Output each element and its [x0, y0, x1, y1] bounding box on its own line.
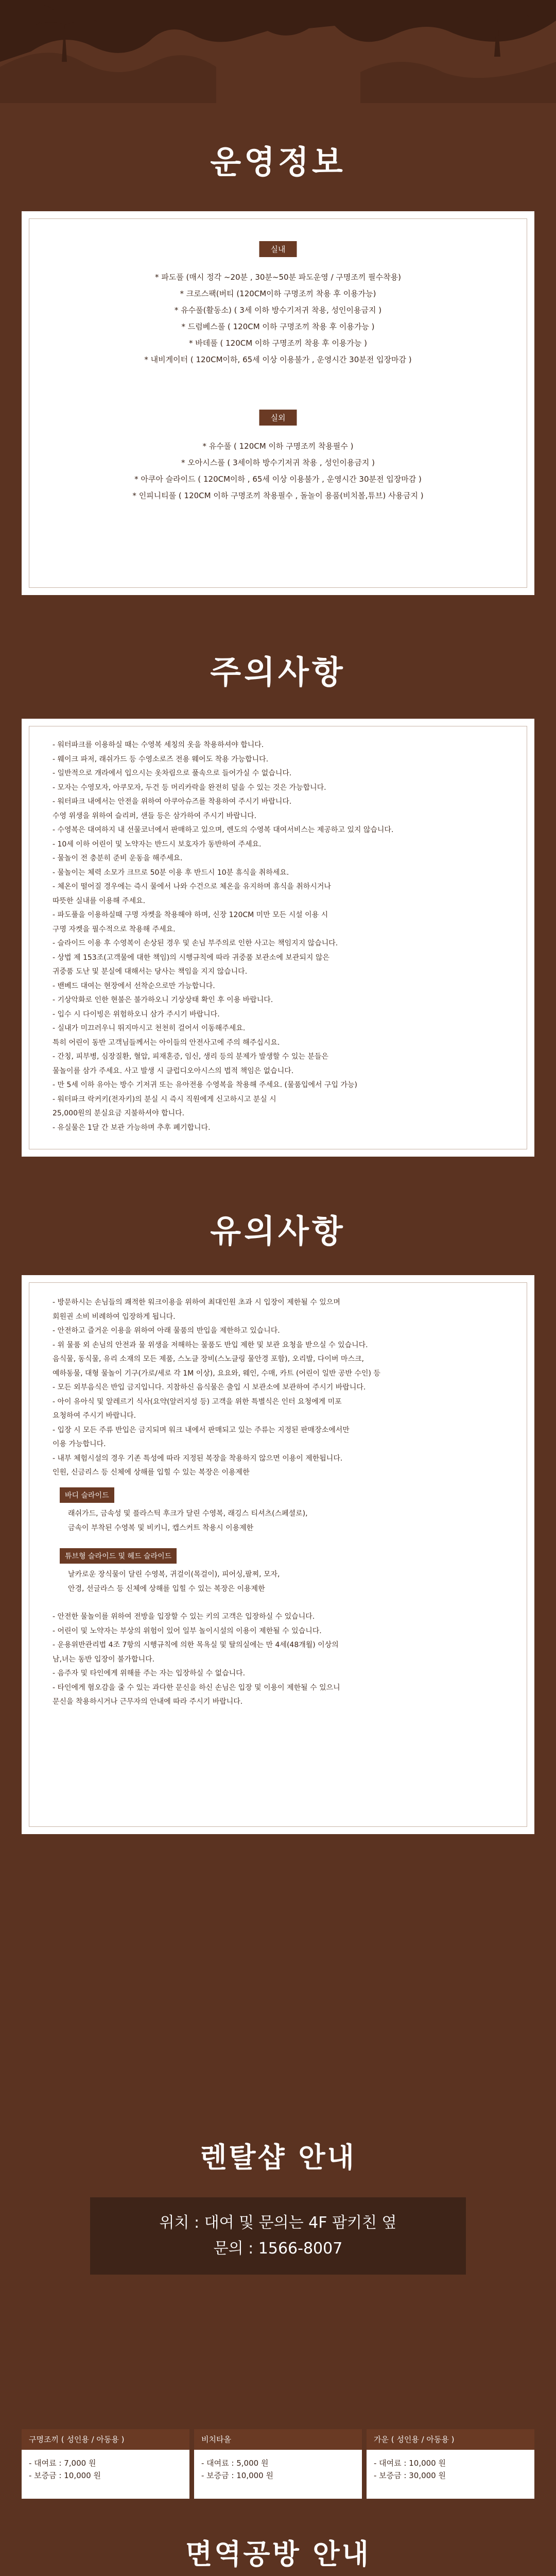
notice-item: 요청하여 주시기 바랍니다.: [53, 1412, 136, 1420]
card-head: 구명조끼 ( 성인용 / 아동용 ): [22, 2429, 189, 2450]
notice-item: - 방문하시는 손님들의 쾌적한 워크이용을 위하여 최대인원 초과 시 입장이 제한될 수 있으며: [53, 1298, 340, 1307]
notice-item: 인원, 신금리스 등 신체에 상해를 입힐 수 있는 복장은 이용제한: [53, 1468, 250, 1477]
indoor-item: * 바데풀 ( 120CM 이하 구명조끼 착용 후 이용가능 ): [188, 338, 367, 348]
outdoor-item: * 인피니티풀 ( 120CM 이하 구명조끼 착용필수 , 돌놀이 용품(비치볼,튜브) 사용금지 ): [132, 491, 424, 500]
caution-item: - 밴베드 대여는 현장에서 선착순으로만 가능합니다.: [53, 981, 215, 990]
card-body: [194, 2450, 362, 2489]
body-slide-line: 금속이 부착된 수영복 및 비키니, 캡스커트 착용시 이용제한: [68, 1523, 254, 1532]
caution-item: - 실내가 미끄러우니 뛰지마시고 천천히 걸어서 이동해주세요.: [53, 1024, 246, 1032]
outdoor-item: * 유수풀 ( 120CM 이하 구명조끼 착용필수 ): [202, 442, 354, 451]
caution-item: - 파도풀을 이용하실때 구명 자켓을 착용해야 하며, 신장 120CM 미만 모든 시설 이용 시: [53, 911, 328, 919]
notice-item: - 안전하고 즐거운 이용을 위하여 아래 물품의 반입을 제한하고 있습니다.: [53, 1327, 280, 1335]
notice-title: 유의사항: [210, 1212, 346, 1250]
caution-item: - 상법 제 153조(고객물에 대한 책임)의 시행규칙에 따라 귀중품 보관소에 보관되지 않은: [53, 953, 329, 962]
rental-card-life-jacket: [22, 2429, 189, 2499]
body-slide-line: 래쉬가드, 금속성 및 플라스틱 후크가 달린 수영복, 래깅스 티셔츠(스페셜로),: [68, 1510, 308, 1518]
rental-location: 위치 : 대여 및 문의는 4F 팜키친 옆: [159, 2214, 397, 2232]
rental-card-beach-towel: [194, 2429, 362, 2499]
card-line: - 대여료 : 7,000 원: [29, 2459, 96, 2468]
caution-item: - 물놀이 전 충분히 준비 운동을 해주세요.: [53, 854, 183, 862]
notice-panel: [22, 1275, 534, 1834]
notice-item: - 운용위반관리법 4조 7항의 시행규칙에 의한 목욕실 및 탈의실에는 만 4세(48개월) 이상의: [53, 1641, 339, 1649]
caution-item: - 입수 시 다이빙은 위험하오니 삼가 주시기 바랍니다.: [53, 1010, 220, 1019]
outdoor-item: * 아쿠아 슬라이드 ( 120CM이하 , 65세 이상 이용불가 , 운영시간 30분전 입장마감 ): [134, 474, 422, 484]
indoor-item: * 크로스팩(버티 (120CM이하 구명조끼 착용 후 이용가능): [180, 289, 376, 298]
caution-item: - 웨이크 파저, 래쉬가드 등 수영소로즈 전용 웨어도 착용 가능합니다.: [53, 755, 269, 764]
jungle-silhouette-decoration: [0, 0, 556, 103]
rental-card-gown: [367, 2429, 534, 2499]
card-head: 비치타올: [194, 2429, 362, 2450]
notice-item: - 모든 외부음식은 반입 금지입니다. 지참하신 음식물은 출입 시 보관소에 보관하여 주시기 바랍니다.: [53, 1383, 366, 1392]
indoor-tag: 실내: [259, 241, 297, 257]
rental-info-box: [90, 2197, 466, 2275]
caution-item: - 워터파크를 이용하실 때는 수영복 세칭의 옷을 착용하셔야 합니다.: [53, 741, 264, 749]
indoor-item: * 드럼베스풀 ( 120CM 이하 구명조끼 착용 후 이용가능 ): [181, 322, 375, 331]
outdoor-item: * 오아시스풀 ( 3세이하 방수기저귀 착용 , 성인이용금지 ): [181, 458, 375, 467]
caution-item: - 일반적으로 개라에서 입으시는 옷차림으로 풀속으로 들어가실 수 없습니다.: [53, 769, 292, 777]
caution-item: 특히 어린이 동반 고객님들께서는 아이들의 안전사고에 주의 해주십시요.: [53, 1038, 280, 1047]
card-head: 가운 ( 성인용 / 아동용 ): [367, 2429, 534, 2450]
caution-item: - 물놀이는 체력 소모가 크므로 50분 이용 후 반드시 10분 휴식을 취하세요.: [53, 868, 289, 877]
notice-item: - 음주자 및 타인에게 위해를 주는 자는 입장하실 수 없습니다.: [53, 1669, 246, 1677]
card-body: [367, 2450, 534, 2489]
operation-panel: [22, 211, 534, 595]
notice-item: 음식물, 동식물, 유리 소재의 모든 제품, 스노클 장비(스노클링 물안경 포함), 오리발, 다이버 마스크,: [53, 1355, 364, 1363]
indoor-item: * 파도풀 (매시 정각 ~20분 , 30분~50분 파도운영 / 구명조끼 필수착용): [155, 273, 401, 282]
notice-list-b: [53, 1610, 509, 1709]
body-slide-lines: [68, 1507, 509, 1535]
caution-item: 귀중품 도난 및 분실에 대해서는 당사는 책임을 지지 않습니다.: [53, 968, 248, 976]
caution-item: 구명 자켓을 필수적으로 착용해 주세요.: [53, 925, 176, 934]
notice-list-a: [53, 1296, 509, 1480]
card-line: - 보증금 : 10,000 원: [29, 2471, 101, 2480]
rental-title: 렌탈샵 안내: [200, 2141, 356, 2174]
card-body: [22, 2450, 189, 2489]
caution-item: - 기상악화로 인한 현불은 불가하오니 기상상태 확인 후 이용 바랍니다.: [53, 996, 273, 1004]
caution-item: - 슬라이드 이용 후 수영복이 손상된 경우 및 손님 부주의로 인한 사고는 책임지지 않습니다.: [53, 939, 338, 947]
tube-slide-lines: [68, 1568, 509, 1596]
caution-title: 주의사항: [210, 653, 346, 691]
body-slide-label: 바디 슬라이드: [60, 1487, 114, 1503]
caution-item: - 모자는 수영모자, 아쿠모자, 두건 등 머리카락을 완전히 덮을 수 있는 것은 가능합니다.: [53, 783, 326, 792]
tube-slide-label: 튜브형 슬라이드 및 헤드 슬라이드: [60, 1548, 177, 1564]
caution-item: - 만 5세 이하 유아는 방수 기저귀 또는 유아전용 수영복을 착용해 주세요. (물품입에서 구입 가능): [53, 1081, 358, 1089]
caution-item: - 간칭, 피부병, 심장질환, 혈압, 피재혼증, 임신, 생리 등의 분제가 발생할 수 있는 분들은: [53, 1053, 328, 1061]
caution-item: - 수영복은 대여하지 내 선물코너에서 판매하고 있으며, 렌도의 수영복 대여서비스는 제공하고 있지 않습니다.: [53, 826, 394, 834]
notice-item: - 타인에게 혐오감을 줄 수 있는 과다한 문신을 하신 손님은 입장 및 이용이 제한될 수 있으니: [53, 1683, 340, 1692]
indoor-item: * 내비게이터 ( 120CM이하, 65세 이상 이용불가 , 운영시간 30분전 입장마감 ): [144, 355, 412, 364]
notice-item: 예하동물, 대형 물놀이 기구(가로/세로 각 1M 이상), 요요와, 웨인, 수매, 카트 (어린이 일반 공반 수인) 등: [53, 1369, 380, 1378]
caution-item: - 10세 이하 어린이 및 노약자는 반드시 보호자가 동반하여 주세요.: [53, 840, 262, 849]
rental-phone: 문의 : 1566-8007: [213, 2240, 343, 2258]
outdoor-tag: 실외: [259, 410, 297, 426]
card-line: - 보증금 : 30,000 원: [374, 2471, 446, 2480]
notice-item: 문신을 착용하시거나 근무자의 안내에 따라 주시기 바랍니다.: [53, 1698, 243, 1706]
caution-item: - 워터파크 락커키(전자키)의 분실 시 즉시 직원에게 신고하시고 분실 시: [53, 1095, 276, 1104]
caution-item: - 유실물은 1달 간 보관 가능하며 추후 폐기합니다.: [53, 1123, 211, 1132]
card-line: - 대여료 : 10,000 원: [374, 2459, 446, 2468]
indoor-list: [22, 269, 534, 368]
card-line: - 대여료 : 5,000 원: [201, 2459, 269, 2468]
caution-item: 물놀이를 삼가 주세요. 사고 발생 시 클럽디오아시스의 법적 책임은 없습니다.: [53, 1066, 294, 1075]
notice-item: 남,녀는 동반 입장이 불가합니다.: [53, 1655, 155, 1664]
caution-item: - 워터파크 내에서는 안전을 위하여 아쿠아슈즈를 착용하여 주시기 바랍니다.: [53, 798, 292, 806]
caution-item: 따뜻한 실내를 이용해 주세요.: [53, 896, 146, 905]
tube-slide-line: 날카로운 장식물이 달린 수영복, 귀걸이(목걸이), 피어싱,팔찌, 모자,: [68, 1570, 280, 1579]
notice-item: - 안전한 물놀이를 위하여 전방을 입장할 수 있는 키의 고객은 입장하실 수 있습니다.: [53, 1613, 315, 1621]
notice-item: - 어린이 및 노약자는 부상의 위험이 있어 일부 놀이시설의 이용이 제한될 수 있습니다.: [53, 1626, 322, 1635]
caution-panel: [22, 719, 534, 1157]
notice-item: 이용 가능합니다.: [53, 1440, 106, 1448]
indoor-item: * 유수풀(활동소) ( 3세 이하 방수기저귀 착용, 성인이용금지 ): [174, 306, 382, 315]
caution-item: 수영 위생을 위하여 슬리퍼, 샌들 등은 삼가하여 주시기 바랍니다.: [53, 811, 257, 820]
tube-slide-line: 안경, 선글라스 등 신체에 상해를 입힐 수 있는 복장은 이용제한: [68, 1584, 265, 1593]
notice-item: 회원권 소비 비례하여 입장하게 됩니다.: [53, 1312, 176, 1321]
card-line: - 보증금 : 10,000 원: [201, 2471, 273, 2480]
notice-item: - 입장 시 모든 주류 반입은 금지되며 워크 내에서 판매되고 있는 주류는 지정된 판매장소에서만: [53, 1426, 350, 1434]
caution-list: [53, 738, 509, 1135]
notice-item: - 내부 체험시설의 경우 기존 특성에 따라 지정된 복장을 착용하지 않으면 이용이 제한됩니다.: [53, 1454, 343, 1463]
caution-item: - 체온이 떨어질 경우에는 즉시 물에서 나와 수건으로 체온을 유지하며 휴식을 취하시거나: [53, 883, 331, 891]
notice-item: - 아이 유아식 및 알레르기 식사(요약(알러지성 등) 고객을 위한 특별식은 인터 요청에게 미포: [53, 1397, 342, 1406]
outdoor-list: [22, 438, 534, 504]
notice-item: - 위 물품 외 손님의 안전과 물 위생을 저해하는 물품도 반입 제한 및 보관 요청을 받으실 수 있습니다.: [53, 1341, 368, 1349]
caution-item: 25,000원의 분실요금 지불하셔야 합니다.: [53, 1109, 185, 1117]
dutyfree-title: 면역공방 안내: [185, 2538, 371, 2570]
operation-title: 운영정보: [210, 143, 346, 181]
